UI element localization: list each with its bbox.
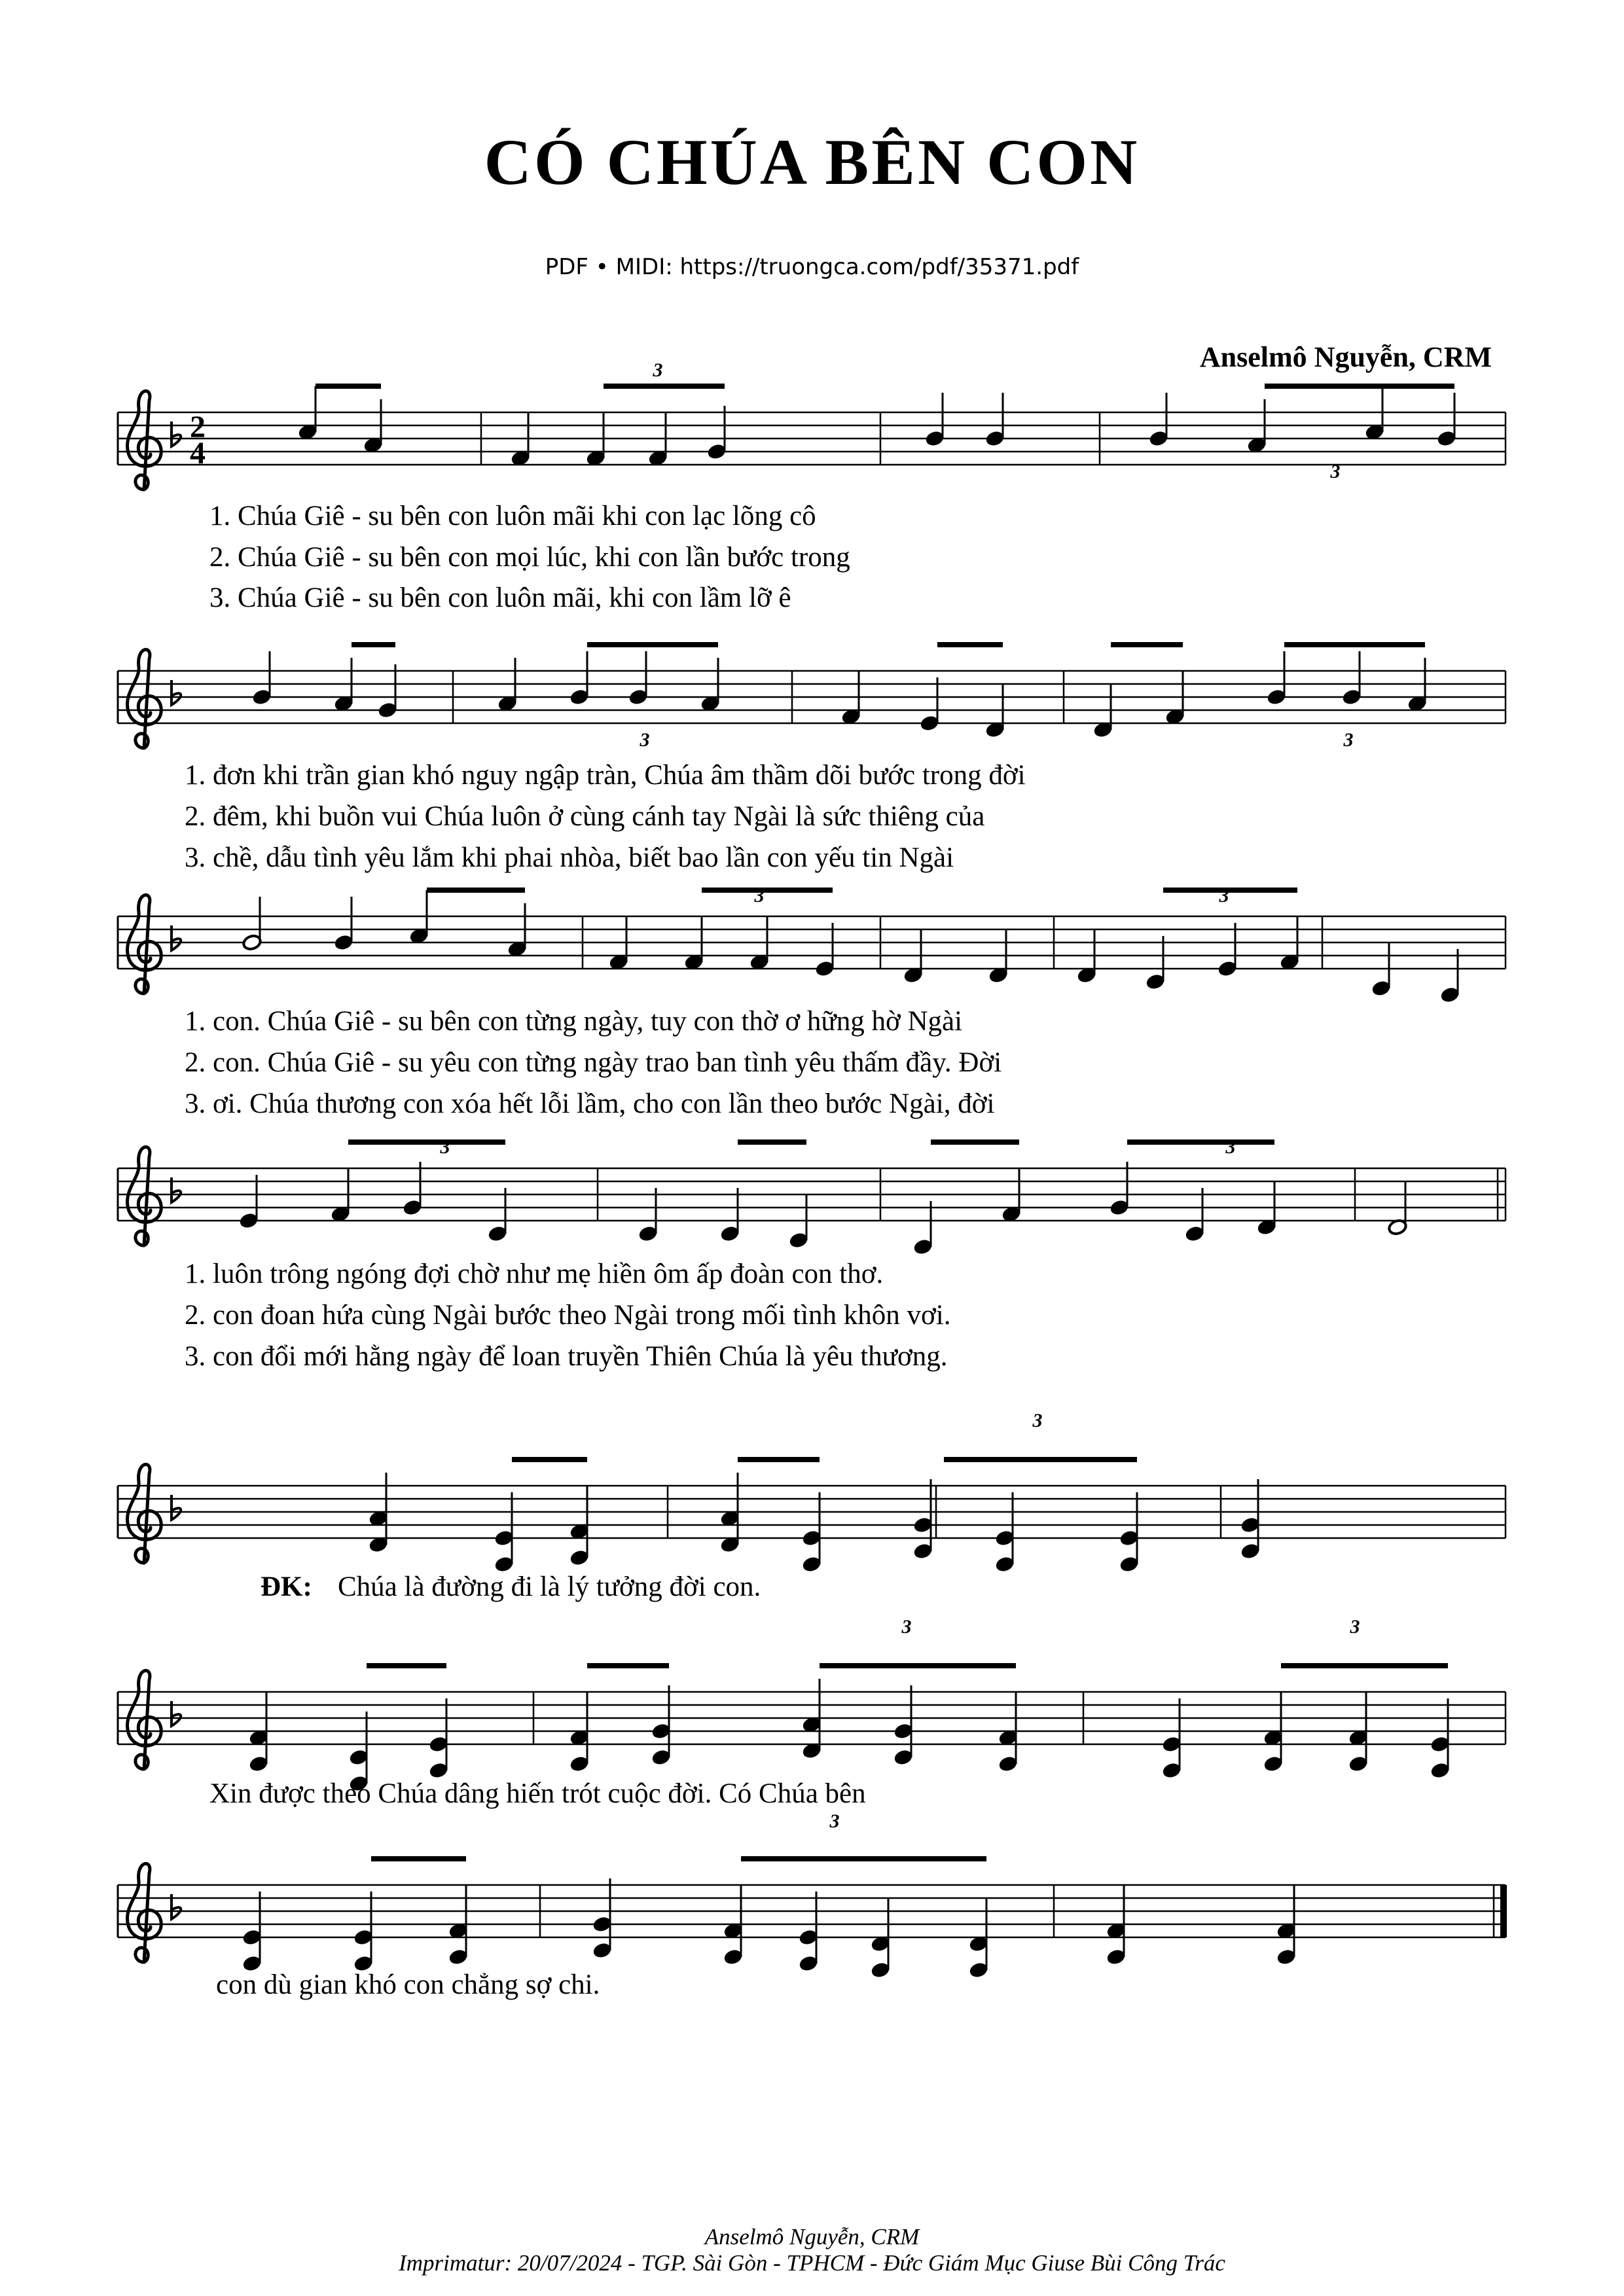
triplet-mark: 3 (1219, 885, 1229, 906)
triplet-mark: 3 (754, 885, 765, 906)
refrain-lyric-2: Xin được theo Chúa dâng hiến trót cuộc đời. Có Chúa bên (209, 1778, 866, 1809)
triplet-mark: 3 (1225, 1136, 1236, 1158)
treble-clef-icon (127, 895, 161, 994)
treble-clef-icon (127, 1863, 161, 1962)
treble-clef-icon (127, 1670, 161, 1769)
verse-lyric-4-1: 1. luôn trông ngóng đợi chờ như mẹ hiền ôm ấp đoàn con thơ. (185, 1259, 884, 1289)
triplet-mark: 3 (640, 729, 650, 751)
treble-clef-icon (127, 1464, 161, 1563)
verse-lyric-1-2: 2. Chúa Giê - su bên con mọi lúc, khi con lần bước trong (209, 542, 850, 573)
time-signature-top: 2 (190, 410, 206, 444)
triplet-mark: 3 (1350, 1616, 1360, 1638)
triplet-mark: 3 (440, 1136, 450, 1158)
verse-lyric-4-3: 3. con đổi mới hằng ngày để loan truyền Thiên Chúa là yêu thương. (185, 1341, 948, 1372)
triplet-mark: 3 (829, 1810, 840, 1832)
verse-lyric-3-3: 3. ơi. Chúa thương con xóa hết lỗi lầm, cho con lần theo bước Ngài, đời (185, 1088, 995, 1119)
refrain-lyric-1: Chúa là đường đi là lý tưởng đời con. (338, 1571, 761, 1602)
verse-lyric-2-2: 2. đêm, khi buồn vui Chúa luôn ở cùng cánh tay Ngài là sức thiêng của (185, 801, 985, 832)
triplet-mark: 3 (653, 359, 663, 381)
verse-lyric-1-1: 1. Chúa Giê - su bên con luôn mãi khi con lạc lõng cô (209, 501, 816, 531)
source-link[interactable]: PDF • MIDI: https://truongca.com/pdf/35371.pdf (545, 254, 1079, 280)
treble-clef-icon (127, 1147, 161, 1246)
verse-lyric-2-3: 3. chề, dẫu tình yêu lắm khi phai nhòa, biết bao lần con yếu tin Ngài (185, 842, 954, 873)
refrain-lyric-3: con dù gian khó con chẳng sợ chi. (216, 1969, 600, 2000)
triplet-mark: 3 (1330, 461, 1341, 482)
refrain-label: ĐK: (261, 1571, 312, 1602)
composer-name: Anselmô Nguyễn, CRM (1199, 341, 1492, 373)
triplet-mark: 3 (901, 1616, 912, 1638)
verse-lyric-1-3: 3. Chúa Giê - su bên con luôn mãi, khi con lầm lỡ ê (209, 583, 791, 613)
verse-lyric-3-1: 1. con. Chúa Giê - su bên con từng ngày, tuy con thờ ơ hững hờ Ngài (185, 1006, 963, 1037)
footer-author: Anselmô Nguyễn, CRM (704, 2224, 920, 2250)
triplet-mark: 3 (1032, 1410, 1043, 1431)
verse-lyric-2-1: 1. đơn khi trần gian khó nguy ngập tràn, Chúa âm thầm dõi bước trong đời (185, 760, 1026, 791)
verse-lyric-4-2: 2. con đoan hứa cùng Ngài bước theo Ngài trong mối tình khôn vơi. (185, 1300, 951, 1331)
song-title: CÓ CHÚA BÊN CON (484, 126, 1140, 198)
time-signature-bottom: 4 (190, 436, 206, 471)
verse-lyric-3-2: 2. con. Chúa Giê - su yêu con từng ngày trao ban tình yêu thấm đầy. Đời (185, 1047, 1002, 1078)
final-barline (1500, 1885, 1507, 1937)
footer-imprimatur: Imprimatur: 20/07/2024 - TGP. Sài Gòn - TPHCM - Đức Giám Mục Giuse Bùi Công Trác (399, 2250, 1225, 2276)
treble-clef-icon (127, 649, 161, 748)
treble-clef-icon (127, 391, 161, 490)
triplet-mark: 3 (1343, 729, 1354, 751)
